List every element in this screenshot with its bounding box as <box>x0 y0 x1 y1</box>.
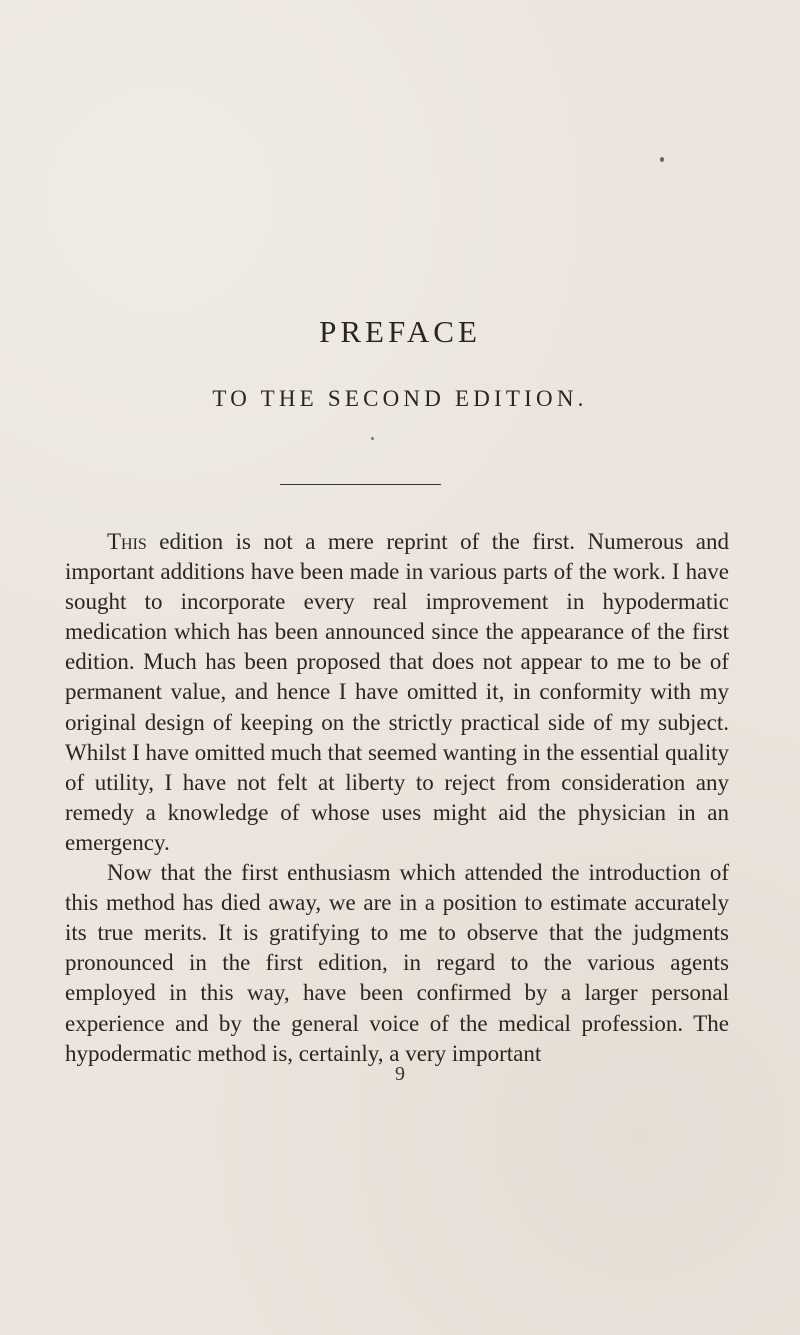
page-title: PREFACE <box>319 314 481 349</box>
preface-body <box>65 527 729 1069</box>
paragraph-2-text: Now that the first enthusiasm which attended the introduction of this method has died away, we are in a position to estimate accurately its true merits. It is gratifying to me to observe that the judgments pronounced in the first edition, in regard to the various agents employed in this way, have been confirmed by a larger personal experience and by the general voice of the medical profession. The hypodermatic method is, certainly, a very important <box>65 860 729 1066</box>
paragraph-2 <box>65 858 729 1069</box>
paragraph-1 <box>65 527 729 858</box>
small-paper-mark <box>371 437 374 440</box>
title-divider <box>280 484 441 485</box>
paragraph-1-lead: This <box>107 529 147 554</box>
paragraph-1-text: edition is not a mere reprint of the first. Numerous and important additions have been made in various parts of the work. I have sought to incorporate every real improvement in hypodermatic medication which has been announced since the appearance of the first edition. Much has been proposed that does not appear to me to be of permanent value, and hence I have omitted it, in conformity with my original design of keeping on the strictly practical side of my subject. Whilst I have omitted much that seemed wanting in the essential quality of utility, I have not felt at liberty to reject from consideration any remedy a knowledge of whose uses might aid the physician in an emergency. <box>65 529 729 855</box>
page-number: 9 <box>395 1063 405 1085</box>
ink-speck <box>660 157 664 162</box>
page-subtitle: TO THE SECOND EDITION. <box>212 386 588 411</box>
